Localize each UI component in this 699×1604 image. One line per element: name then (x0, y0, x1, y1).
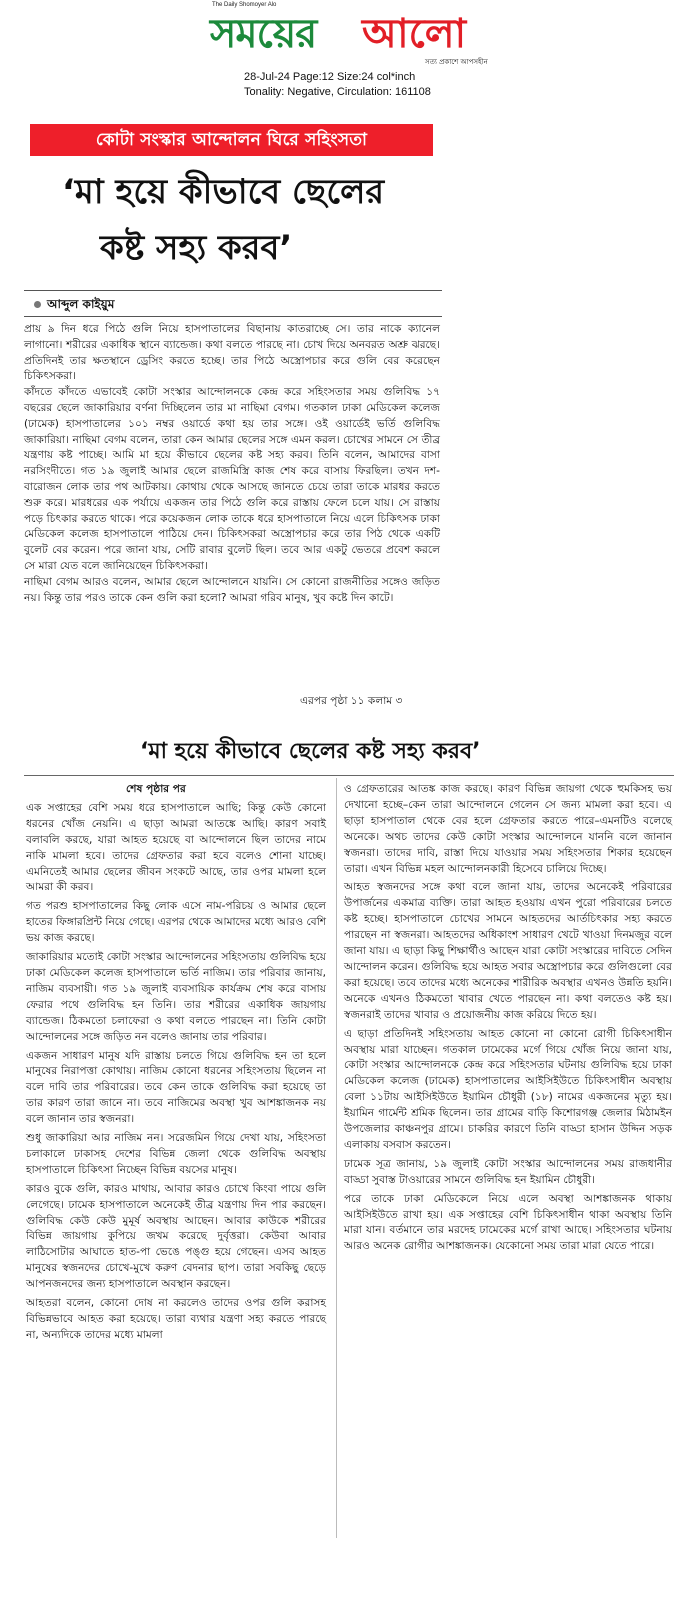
byline-bullet-icon (34, 301, 41, 308)
newspaper-logo (210, 8, 490, 60)
body-paragraph: কারও বুকে গুলি, কারও মাথায়, আবার কারও চোখে কিংবা পায়ে গুলি লেগেছে। ঢামেক হাসপাতালে অনেকেই তীব্র যন্ত্রণায় দিন পার করছেন। গুলিবিদ্ধ কেউ কেউ মুমূর্ষ অবস্থায় আছেন। আবার কাউকে শরীরের বিভিন্ন জায়গায় কুপিয়ে জখম করেছে দুর্বৃত্তরা। কেউবা আবার লাঠিসোটার আঘাতে হাত-পা ভেঙে পঙ্গু হয়ে গেছেন। এসব আহত মানুষের স্বজনদের চোখে-মুখে করুণ বেদনার ছাপ। তারা সবকিছু ছেড়ে আপনজনদের জন্য হাসপাতালে অবস্থান করছেন। (26, 1182, 326, 1291)
topic-banner: কোটা সংস্কার আন্দোলন ঘিরে সহিংসতা (30, 124, 433, 156)
headline-line-2: কষ্ট সহ্য করব’ (100, 228, 293, 268)
continuation-rule (24, 775, 674, 776)
continued-note: এরপর পৃষ্ঠা ১১ কলাম ৩ (300, 695, 403, 707)
masthead-tagline: সত্য প্রকাশে আপসহীন (425, 58, 488, 66)
column-divider (336, 778, 337, 1538)
logo-word-1: সময়ের (210, 11, 317, 57)
masthead-english-name: The Daily Shomoyer Alo (212, 2, 277, 8)
clipping-meta (244, 70, 431, 100)
logo-word-2: আলো (362, 11, 467, 57)
body-paragraph: একজন সাধারণ মানুষ যদি রাস্তায় চলতে গিয়ে গুলিবিদ্ধ হন তা হলে মানুষের নিরাপত্তা কোথায়। নাজিম কোনো ধরনের সহিংসতায় ছিলেন না বলে দাবি তার পরিবারের। তবে কেন তাকে গুলিবিদ্ধ করা হয়েছে তা তার কারণ তারা জানে না। তবে নাজিমের অবস্থা খুব আশঙ্কাজনক নয় বলে জানান তার স্বজনরা। (26, 1049, 326, 1126)
masthead (0, 0, 699, 120)
byline-author: আব্দুল কাইয়ুম (47, 297, 115, 311)
body-paragraph: নাছিমা বেগম আরও বলেন, আমার ছেলে আন্দোলনে যায়নি। সে কোনো রাজনীতির সঙ্গেও জড়িত নয়। কিন্তু তার পরও তাকে কেন গুলি করা হলো? আমরা গরিব মানুষ, খুব কষ্টে দিন কাটে। (24, 575, 440, 604)
clipping-meta-line-2: Tonality: Negative, Circulation: 161108 (244, 86, 431, 98)
article-body (24, 322, 440, 606)
body-paragraph: এ ছাড়া প্রতিদিনই সহিংসতায় আহত কোনো না কোনো রোগী চিকিৎসাধীন অবস্থায় মারা যাচ্ছেন। গতকাল ঢামেকের মর্গে গিয়ে খোঁজ নিয়ে জানা যায়, কোটা সংস্কার আন্দোলনকে কেন্দ্র করে সহিংসতার ঘটনায় গুলিবিদ্ধ হয়ে ঢাকা মেডিকেল কলেজ (ঢামেক) হাসপাতালের আইসিইউতে চিকিৎসাধীন অবস্থায় বেলা ১১টায় আইসিইউতে ইয়ামিন চৌধুরী (১৮) নামের একজনের মৃত্যু হয়। ইয়ামিন গার্মেন্ট শ্রমিক ছিলেন। তার গ্রামের বাড়ি কিশোরগঞ্জ জেলার মিঠামইন উপজেলার কাঞ্চনপুর গ্রামে। চাকরির কারণে তিনি বাড্ডা হাসান উদ্দিন সড়ক এলাকায় বসবাস করতেন। (344, 1027, 672, 1151)
body-paragraph: ঢামেক সূত্র জানায়, ১৯ জুলাই কোটা সংস্কার আন্দোলনের সময় রাজধানীর বাড্ডা সুবাস্ত টাওয়ারের সামনে গুলিবিদ্ধ হন ইয়ামিন চৌধুরী। (344, 1157, 672, 1186)
body-paragraph: জাকারিয়ার মতোই কোটা সংস্কার আন্দোলনের সহিংসতায় গুলিবিদ্ধ হয়ে ঢাকা মেডিকেল কলেজ হাসপাতালে ভর্তি নাজিম। তার পরিবার জানায়, নাজিম ব্যবসায়ী। গত ১৯ জুলাই ব্যবসায়িক কার্যক্রম শেষ করে বাসায় ফেরার পথে গুলিবিদ্ধ হন তিনি। তার শরীরের একাধিক জায়গায় ব্যান্ডেজ। ঠিকমতো চলাফেরা ও কথা বলতে পারছেন না। তিনি কোটা আন্দোলনের সঙ্গে জড়িত নন বলেও জানায় তার পরিবার। (26, 951, 326, 1043)
body-paragraph: প্রায় ৯ দিন ধরে পিঠে গুলি নিয়ে হাসপাতালের বিছানায় কাতরাচ্ছে সে। তার নাকে ক্যানেল লাগানো। শরীরের একাধিক স্থানে ব্যান্ডেজ। কথা বলতে পারছে না। চোখ দিয়ে অনবরত অশ্রু ঝরছে। প্রতিদিনই তার ক্ষতস্থানে ড্রেসিং করতে হচ্ছে। তার পিঠে অস্ত্রোপচার করে গুলি বের করেছেন চিকিৎসকরা। (24, 323, 440, 383)
body-paragraph: এক সপ্তাহের বেশি সময় ধরে হাসপাতালে আছি; কিন্তু কেউ কোনো ধরনের খোঁজ নেয়নি। এ ছাড়া আমরা আতঙ্কে আছি। কারণ সবাই বলাবলি করছে, যারা আহত হয়েছে বা আন্দোলনে ছিল তাদের নামে নাকি মামলা হবে। তাদের গ্রেফতার করা হবে বলেও শোনা যাচ্ছে। এমনিতেই আমার ছেলের জীবন সংকটে আছে, তার ওপর মামলা হলে আমরা কী করব। (26, 801, 326, 894)
body-paragraph: কাঁদতে কাঁদতে এভাবেই কোটা সংস্কার আন্দোলনকে কেন্দ্র করে সহিংসতার সময় গুলিবিদ্ধ ১৭ বছরের ছেলে জাকারিয়ার বর্ণনা দিচ্ছিলেন তার মা নাছিমা বেগম। গতকাল ঢাকা মেডিকেল কলেজ (ঢামেক) হাসপাতালের ১০১ নম্বর ওয়ার্ডে কথা হয় তার সঙ্গে। ওই ওয়ার্ডেই ভর্তি গুলিবিদ্ধ জাকারিয়া। নাছিমা বেগম বলেন, তারা কেন আমার ছেলের সঙ্গে এমন করল। চোখের সামনে সে তীব্র যন্ত্রণায় কষ্ট পাচ্ছে। আমি মা হয়ে কীভাবে ছেলের কষ্ট সহ্য করব। তিনি বলেন, আমাদের বাসা নরসিংদীতে। গত ১৯ জুলাই আমার ছেলে রাজমিস্ত্রি কাজ শেষ করে বাসায় ফিরছিল। তখন দশ-বারোজন লোক তার পথ আটকায়। কোথায় থেকে আসছে জানতে চেয়ে তারা তাকে মারধর করতে শুরু করে। মারধরের এক পর্যায়ে একজন তার পিঠে গুলি করে রাস্তায় ফেলে চলে যায়। সে রাস্তায় পড়ে চিৎকার করতে থাকে। পরে কয়েকজন লোক তাকে ধরে হাসপাতালে নিয়ে এলে চিকিৎসক ঢাকা মেডিকেল কলেজ হাসপাতালে পাঠিয়ে দেন। চিকিৎসকরা অস্ত্রোপচার করে তার পিঠ থেকে একটি বুলেট বের করেন। পরে জানা যায়, সেটি রাবার বুলেট ছিল। তবে আর একটু ভেতরে প্রবেশ করলে সে মারা যেত বলে জানিয়েছেন চিকিৎসকরা। (24, 386, 440, 572)
continuation-column-left (26, 782, 326, 1347)
continuation-column-right (344, 782, 672, 1258)
byline-rule-bottom (24, 316, 442, 317)
body-paragraph: ও গ্রেফতারের আতঙ্ক কাজ করছে। কারণ বিভিন্ন জায়গা থেকে হুমকিসহ ভয় দেখানো হচ্ছে–কেন তারা আন্দোলনে গেলেন সে জন্য মামলা করা হবে। এ ছাড়া হাসপাতাল থেকে বের হলে গ্রেফতার করতে পারে–এমনটিও বলেছে অনেকে। অথচ তাদের কেউ কোটা সংস্কার আন্দোলনে যাননি বলে জানান স্বজনরা। তাদের দাবি, রাস্তা দিয়ে যাওয়ার সময় সহিংসতার শিকার হয়েছেন তারা। এখন বিভিন্ন মহল আন্দোলনকারী হিসেবে চালিয়ে দিচ্ছে। (344, 783, 672, 875)
byline (34, 296, 114, 316)
body-paragraph: পরে তাকে ঢাকা মেডিকেলে নিয়ে এলে অবস্থা আশঙ্কাজনক থাকায় আইসিইউতে রাখা হয়। এক সপ্তাহের বেশি চিকিৎসাধীন থাকা অবস্থায় তিনি মারা যান। বর্তমানে তার মরদেহ ঢামেকের মর্গে রাখা আছে। সহিংসতার ঘটনায় আরও অনেক রোগীর আশঙ্কাজনক। যেকোনো সময় তারা মারা যেতে পারে। (344, 1192, 672, 1253)
byline-rule-top (24, 290, 442, 291)
body-paragraph: গত পরশু হাসপাতালের কিছু লোক এসে নাম-পরিচয় ও আমার ছেলে হাতের ফিঙ্গারপ্রিন্ট নিয়ে গেছে। এরপর থেকে আমাদের মধ্যে আরও বেশি ভয় কাজ করছে। (26, 900, 326, 945)
continuation-headline: ‘মা হয়ে কীভাবে ছেলের কষ্ট সহ্য করব’ (140, 739, 481, 764)
continued-from-label: শেষ পৃষ্ঠার পর (126, 783, 186, 795)
body-paragraph: শুধু জাকারিয়া আর নাজিম নন। সরেজমিন গিয়ে দেখা যায়, সহিংসতা চলাকালে ঢাকাসহ দেশের বিভিন্ন জেলা থেকে গুলিবিদ্ধ অবস্থায় হাসপাতালে চিকিৎসা নিচ্ছেন বিভিন্ন বয়সের মানুষ। (26, 1132, 326, 1176)
body-paragraph: আহত স্বজনদের সঙ্গে কথা বলে জানা যায়, তাদের অনেকেই পরিবারের উপার্জনের একমাত্র ব্যক্তি। তারা আহত হওয়ায় এখন পুরো পরিবারের চলতে কষ্ট হচ্ছে। হাসপাতালে চোখের সামনে আহতদের আর্তচিৎকার সহ্য করতে পারছেন না স্বজনরা। আহতদের অধিকাংশ সাধারণ খেটে খাওয়া দিনমজুর বলে জানা যায়। এ ছাড়া কিছু শিক্ষার্থীও আছেন যারা কোটা সংস্কারের দাবিতে সেদিন আন্দোলন করেন। গুলিবিদ্ধ হয়ে আহত সবার অস্ত্রোপচার করে গুলিগুলো বের করা হয়েছে। তবে তাদের মধ্যে অনেকের শারীরিক অবস্থার এখনও উন্নতি হয়নি। অনেকে এখনও ঠিকমতো খাবার খেতে পারছেন না। কথা বলতেও কষ্ট হয়। স্বজনরাই তাদের খাবার ও প্রয়োজনীয় কাজ করিয়ে দিতে হয়। (344, 881, 672, 1021)
body-paragraph: আহতরা বলেন, কোনো দোষ না করলেও তাদের ওপর গুলি করাসহ বিভিন্নভাবে আহত করা হয়েছে। তারা ব্যথার যন্ত্রণা সহ্য করতে পারছে না, অন্যদিকে তাদের মধ্যে মামলা (26, 1297, 326, 1341)
headline-line-1: ‘মা হয়ে কীভাবে ছেলের (62, 172, 385, 212)
clipping-meta-line-1: 28-Jul-24 Page:12 Size:24 col*inch (244, 71, 416, 83)
article-headline (62, 164, 442, 276)
